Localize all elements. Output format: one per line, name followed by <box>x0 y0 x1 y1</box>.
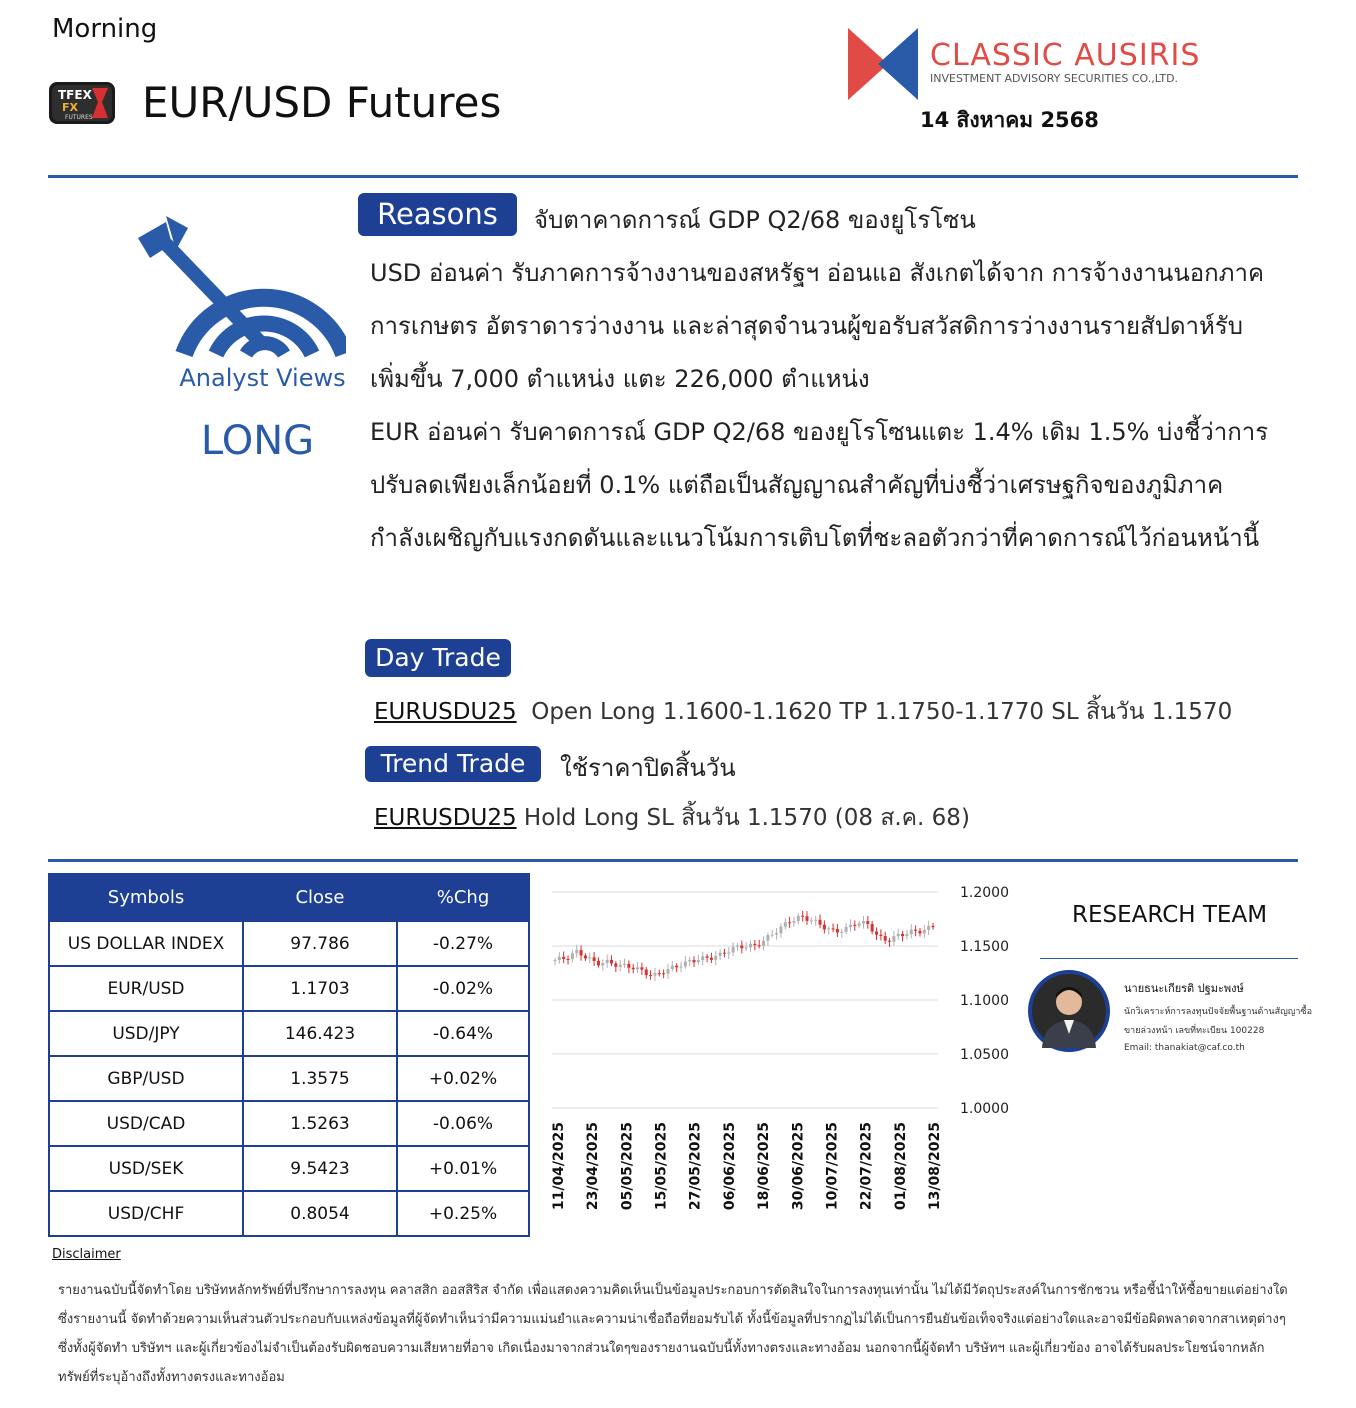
y-tick-label: 1.1000 <box>960 993 1009 1009</box>
candle-body <box>914 930 917 931</box>
target-arrow-icon <box>136 214 346 364</box>
reason-paragraph-eur: EUR อ่อนค่า รับคาดการณ์ GDP Q2/68 ของยูโรโซนแตะ 1.4% เดิม 1.5% บ่งชี้ว่าการปรับลดเพียงเล็กน้อยที่ 0.1% แต่ถือเป็นสัญญาณสำคัญที่บ่งชี้ว่าเศรษฐกิจของภูมิภาคกำลังเผชิญกับแรงกดดันและแนวโน้มการเติบโตที่ชะลอตัวกว่าที่คาดการณ์ไว้ก่อนหน้านี้ <box>370 418 1269 552</box>
market-table <box>48 873 530 1237</box>
candle-body <box>706 956 709 957</box>
y-tick-label: 1.0500 <box>960 1047 1009 1063</box>
section-divider <box>48 859 1298 862</box>
reasons-headline: จับตาคาดการณ์ GDP Q2/68 ของยูโรโซน <box>534 206 976 234</box>
candle-body <box>680 967 683 968</box>
candle-body <box>753 944 756 945</box>
svg-text:TFEX: TFEX <box>58 88 92 102</box>
candle-body <box>719 953 722 956</box>
candle-body <box>879 935 882 936</box>
column-header-symbols: Symbols <box>49 874 243 921</box>
table-row <box>49 1146 529 1191</box>
trend-trade-symbol: EURUSDU25 <box>374 805 517 831</box>
disclaimer-label: Disclaimer <box>52 1247 121 1262</box>
reasons-badge: Reasons <box>358 193 517 236</box>
x-tick-label: 10/07/2025 <box>824 1122 841 1211</box>
day-trade-line <box>374 694 1232 730</box>
change-cell: +0.25% <box>397 1191 529 1236</box>
candle-body <box>810 920 813 921</box>
table-row <box>49 921 529 966</box>
candle-body <box>649 975 652 976</box>
x-tick-label: 18/06/2025 <box>756 1122 773 1211</box>
candle-body <box>723 953 726 954</box>
candle-body <box>575 950 578 953</box>
trend-trade-badge: Trend Trade <box>365 746 541 782</box>
analyst-name: นายธนะเกียรติ ปฐมะพงษ์ <box>1124 982 1244 995</box>
candle-body <box>671 966 674 969</box>
close-cell: 1.1703 <box>243 966 397 1011</box>
change-cell: -0.27% <box>397 921 529 966</box>
x-tick-label: 30/06/2025 <box>790 1122 807 1211</box>
table-row <box>49 1101 529 1146</box>
analyst-avatar <box>1028 970 1110 1052</box>
candle-body <box>910 930 913 934</box>
y-tick-label: 1.2000 <box>960 885 1009 901</box>
candle-body <box>840 932 843 933</box>
candle-body <box>758 945 761 946</box>
candle-body <box>766 935 769 941</box>
candle-body <box>779 927 782 934</box>
candle-body <box>736 945 739 946</box>
candle-body <box>610 960 613 964</box>
candle-body <box>584 955 587 958</box>
candle-body <box>875 931 878 934</box>
candle-body <box>897 934 900 936</box>
column-header-change: %Chg <box>397 874 529 921</box>
svg-text:FX: FX <box>62 101 78 114</box>
candle-body <box>606 960 609 963</box>
candle-body <box>884 936 887 941</box>
disclaimer-text: รายงานฉบับนี้จัดทำโดย บริษัทหลักทรัพย์ที่ปรึกษาการลงทุน คลาสสิก ออสสิริส จำกัด เพื่อแสดงความคิดเห็นเป็นข้อมูลประกอบการตัดสินใจในการลงทุนเท่านั้น ไม่ได้มีวัตถุประสงค์ในการชักชวน หรือชี้นำให้ซื้อขายแต่อย่างใด ซึ่งรายงานนี้ จัดทำด้วยความเห็นส่วนตัวประกอบกับแหล่งข้อมูลที่ผู้จัดทำเห็นว่ามีความแม่นยำและความน่าเชื่อถือที่ยอมรับได้ ทั้งนี้ข้อมูลที่ปรากฏไม่ได้เป็นการยืนยันข้อเท็จจริงแต่อย่างใดและอาจมีข้อผิดพลาดจากสาเหตุต่างๆ ซึ่งทั้งผู้จัดทำ บริษัทฯ และผู้เกี่ยวข้องไม่จำเป็นต้องรับผิดชอบความเสียหายที่อาจ เกิดเนื่องมาจากส่วนใดๆของรายงานฉบับนี้ทั้งทางตรงและทางอ้อม นอกจากนี้ผู้จัดทำ บริษัทฯ และผู้เกี่ยวข้อง อาจได้รับผลประโยชน์จากหลักทรัพย์ที่ระบุอ้างถึงทั้งทางตรงและทางอ้อม <box>58 1283 1288 1385</box>
candle-body <box>601 963 604 965</box>
candle-body <box>697 960 700 962</box>
analyst-license: ขายล่วงหน้า เลขที่ทะเบียน 100228 <box>1124 1026 1265 1036</box>
eurusd-price-chart <box>540 878 1020 1223</box>
candle-body <box>693 960 696 962</box>
table-row <box>49 1191 529 1236</box>
candle-body <box>927 926 930 930</box>
candle-body <box>666 969 669 974</box>
day-trade-detail: Open Long 1.1600-1.1620 TP 1.1750-1.1770 SL สิ้นวัน 1.1570 <box>531 699 1233 725</box>
candle-body <box>871 924 874 932</box>
classic-ausiris-logo-icon <box>848 28 918 100</box>
candle-body <box>580 950 583 955</box>
change-cell: -0.06% <box>397 1101 529 1146</box>
table-header-row <box>49 874 529 921</box>
candle-body <box>853 925 856 926</box>
candle-body <box>836 929 839 932</box>
candle-body <box>562 957 565 959</box>
report-date: 14 สิงหาคม 2568 <box>920 108 1099 132</box>
candle-body <box>888 941 891 942</box>
candle-body <box>823 925 826 930</box>
candle-body <box>806 916 809 921</box>
candle-body <box>797 916 800 921</box>
candle-body <box>623 964 626 965</box>
symbol-cell: USD/CAD <box>49 1101 243 1146</box>
candle-body <box>827 928 830 929</box>
x-tick-label: 01/08/2025 <box>892 1122 909 1211</box>
candle-body <box>714 956 717 960</box>
candle-body <box>701 956 704 960</box>
page-title: EUR/USD Futures <box>142 78 502 127</box>
candle-body <box>675 966 678 968</box>
y-tick-label: 1.1500 <box>960 939 1009 955</box>
symbol-cell: USD/CHF <box>49 1191 243 1236</box>
analyst-role: นักวิเคราะห์การลงทุนปัจจัยพื้นฐานด้านสัญญาซื้อ <box>1124 1007 1312 1017</box>
x-tick-label: 23/04/2025 <box>585 1122 602 1211</box>
candle-body <box>593 957 596 961</box>
candle-body <box>845 927 848 932</box>
symbol-cell: GBP/USD <box>49 1056 243 1101</box>
symbol-cell: USD/JPY <box>49 1011 243 1056</box>
trend-trade-line <box>374 800 970 836</box>
candle-body <box>745 947 748 948</box>
x-tick-label: 27/05/2025 <box>687 1122 704 1211</box>
candle-body <box>732 947 735 953</box>
candle-body <box>619 965 622 967</box>
x-tick-label: 05/05/2025 <box>619 1122 636 1211</box>
candle-body <box>784 922 787 926</box>
candle-body <box>658 973 661 974</box>
candle-body <box>832 928 835 929</box>
column-header-close: Close <box>243 874 397 921</box>
research-team-divider <box>1040 958 1298 959</box>
candle-body <box>819 920 822 925</box>
candle-body <box>684 961 687 966</box>
candle-body <box>901 934 904 936</box>
candle-body <box>645 970 648 975</box>
candle-body <box>653 973 656 976</box>
candle-body <box>567 959 570 960</box>
day-trade-symbol: EURUSDU25 <box>374 699 517 725</box>
analyst-email: Email: thanakiat@caf.co.th <box>1124 1043 1245 1053</box>
candle-body <box>710 958 713 960</box>
analyst-views-label: Analyst Views <box>179 364 346 392</box>
change-cell: -0.64% <box>397 1011 529 1056</box>
x-tick-label: 13/08/2025 <box>927 1122 943 1211</box>
table-row <box>49 966 529 1011</box>
edition-label: Morning <box>52 14 158 44</box>
brand-name: CLASSIC AUSIRIS <box>930 38 1201 73</box>
x-tick-label: 11/04/2025 <box>551 1122 567 1211</box>
stance-label: LONG <box>200 418 315 464</box>
candle-body <box>788 922 791 923</box>
candle-body <box>597 961 600 965</box>
day-trade-badge: Day Trade <box>365 639 511 677</box>
x-tick-label: 15/05/2025 <box>653 1122 670 1211</box>
svg-text:FUTURES: FUTURES <box>65 114 93 121</box>
trend-trade-note: ใช้ราคาปิดสิ้นวัน <box>560 754 736 782</box>
header-divider <box>48 175 1298 178</box>
candle-body <box>632 968 635 969</box>
symbol-cell: US DOLLAR INDEX <box>49 921 243 966</box>
candle-body <box>627 964 630 968</box>
change-cell: +0.01% <box>397 1146 529 1191</box>
tfex-fx-futures-logo <box>48 80 116 126</box>
candle-body <box>918 931 921 934</box>
candle-body <box>771 935 774 936</box>
candle-body <box>558 957 561 960</box>
close-cell: 9.5423 <box>243 1146 397 1191</box>
close-cell: 0.8054 <box>243 1191 397 1236</box>
table-row <box>49 1011 529 1056</box>
candle-body <box>727 953 730 954</box>
candle-body <box>892 936 895 942</box>
close-cell: 146.423 <box>243 1011 397 1056</box>
symbol-cell: EUR/USD <box>49 966 243 1011</box>
candle-body <box>571 953 574 959</box>
candle-body <box>801 916 804 917</box>
table-row <box>49 1056 529 1101</box>
candle-body <box>905 934 908 936</box>
candle-body <box>923 930 926 933</box>
candle-body <box>614 963 617 966</box>
change-cell: +0.02% <box>397 1056 529 1101</box>
candle-body <box>588 957 591 958</box>
candle-body <box>740 945 743 948</box>
close-cell: 1.5263 <box>243 1101 397 1146</box>
y-tick-label: 1.0000 <box>960 1101 1009 1117</box>
x-tick-label: 06/06/2025 <box>721 1122 738 1211</box>
candle-body <box>662 973 665 974</box>
candle-body <box>862 921 865 923</box>
candle-body <box>688 960 691 961</box>
x-tick-label: 22/07/2025 <box>858 1122 875 1211</box>
candle-body <box>814 920 817 921</box>
candle-body <box>775 933 778 934</box>
candle-body <box>932 926 935 927</box>
research-team-title: RESEARCH TEAM <box>1072 902 1268 928</box>
candle-body <box>849 925 852 927</box>
reason-paragraph-usd: USD อ่อนค่า รับภาคการจ้างงานของสหรัฐฯ อ่อนแอ สังเกตได้จาก การจ้างงานนอกภาคการเกษตร อัตราดารว่างงาน และล่าสุดจำนวนผู้ขอรับสวัสดิการว่างงานรายสัปดาห์รับเพิ่มขึ้น 7,000 ตำแหน่ง แตะ 226,000 ตำแหน่ง <box>370 259 1265 393</box>
candle-body <box>640 967 643 969</box>
close-cell: 97.786 <box>243 921 397 966</box>
candle-body <box>762 941 765 946</box>
candle-body <box>866 921 869 924</box>
candle-body <box>749 944 752 947</box>
trend-trade-detail: Hold Long SL สิ้นวัน 1.1570 (08 ส.ค. 68) <box>523 805 970 831</box>
candle-body <box>554 960 557 961</box>
candle-body <box>792 921 795 923</box>
symbol-cell: USD/SEK <box>49 1146 243 1191</box>
change-cell: -0.02% <box>397 966 529 1011</box>
brand-tagline: INVESTMENT ADVISORY SECURITIES CO.,LTD. <box>930 72 1179 85</box>
candle-body <box>858 923 861 925</box>
candle-body <box>636 967 639 969</box>
close-cell: 1.3575 <box>243 1056 397 1101</box>
